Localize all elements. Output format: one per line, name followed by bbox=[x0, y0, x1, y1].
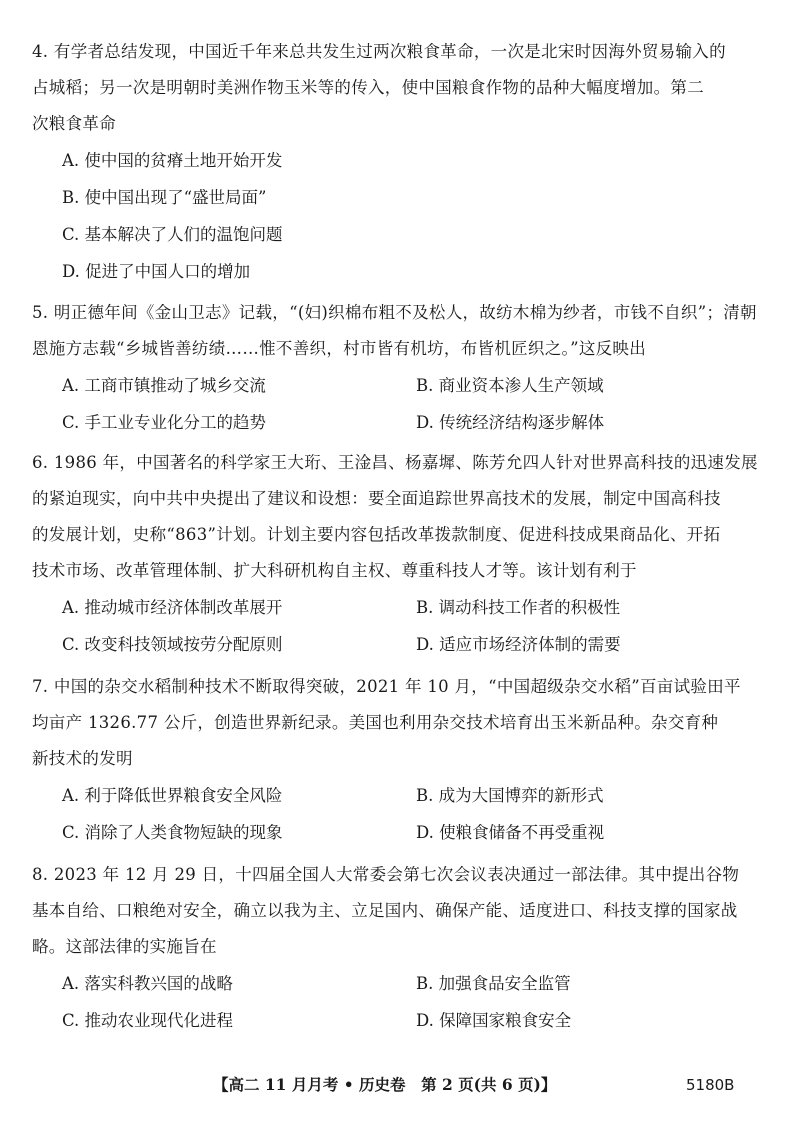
question-stem bbox=[32, 34, 762, 142]
option-a: A. 利于降低世界粮食安全风险 bbox=[62, 786, 283, 805]
option-row bbox=[32, 1002, 762, 1039]
stem-line: 新技术的发明 bbox=[32, 749, 133, 768]
stem-line: 7. 中国的杂交水稻制种技术不断取得突破，2021 年 10 月，“中国超级杂交水稻”百亩试验田平 bbox=[32, 677, 741, 696]
stem-line: 均亩产 1326.77 公斤，创造世界新纪录。美国也利用杂交技术培育出玉米新品种。杂交育种 bbox=[32, 713, 719, 732]
option-row bbox=[32, 814, 762, 851]
question-stem bbox=[32, 295, 762, 367]
option-row bbox=[32, 253, 762, 290]
stem-line: 略。这部法律的实施旨在 bbox=[32, 937, 217, 956]
option-a: A. 使中国的贫瘠土地开始开发 bbox=[62, 151, 283, 170]
question-7 bbox=[32, 669, 762, 851]
stem-line: 的紧迫现实，向中共中央提出了建议和设想：要全面追踪世界高技术的发展，制定中国高科技 bbox=[32, 489, 721, 508]
stem-line: 次粮食革命 bbox=[32, 114, 116, 133]
stem-line: 基本自给、口粮绝对安全，确立以我为主、立足国内、确保产能、适度进口、科技支撑的国家战 bbox=[32, 901, 738, 920]
option-row bbox=[32, 216, 762, 253]
option-d: D. 促进了中国人口的增加 bbox=[62, 262, 251, 281]
option-c: C. 改变科技领域按劳分配原则 bbox=[62, 635, 283, 654]
stem-line: 占城稻；另一次是明朝时美洲作物玉米等的传入，使中国粮食作物的品种大幅度增加。第二 bbox=[32, 78, 704, 97]
option-c: C. 消除了人类食物短缺的现象 bbox=[62, 823, 283, 842]
option-row bbox=[32, 626, 762, 663]
option-b: B. 成为大国博弈的新形式 bbox=[416, 786, 604, 805]
question-stem bbox=[32, 857, 762, 965]
question-8 bbox=[32, 857, 762, 1039]
option-d: D. 适应市场经济体制的需要 bbox=[416, 635, 621, 654]
option-b: B. 商业资本渗人生产领域 bbox=[416, 376, 604, 395]
stem-line: 技术市场、改革管理体制、扩大科研机构自主权、尊重科技人才等。该计划有利于 bbox=[32, 561, 637, 580]
option-b: B. 使中国出现了“盛世局面” bbox=[62, 188, 267, 207]
option-row bbox=[32, 965, 762, 1002]
option-row bbox=[32, 404, 762, 441]
option-row bbox=[32, 777, 762, 814]
option-a: A. 工商市镇推动了城乡交流 bbox=[62, 376, 266, 395]
question-6 bbox=[32, 445, 762, 663]
question-5 bbox=[32, 295, 762, 441]
page-footer bbox=[0, 1070, 794, 1100]
option-a: A. 推动城市经济体制改革展开 bbox=[62, 598, 283, 617]
stem-line: 6. 1986 年，中国著名的科学家王大珩、王淦昌、杨嘉墀、陈芳允四人针对世界高科技的迅速发展 bbox=[32, 453, 758, 472]
option-d: D. 保障国家粮食安全 bbox=[416, 1011, 572, 1030]
option-b: B. 加强食品安全监管 bbox=[416, 974, 571, 993]
option-d: D. 使粮食储备不再受重视 bbox=[416, 823, 605, 842]
option-row bbox=[32, 367, 762, 404]
option-a: A. 落实科教兴国的战略 bbox=[62, 974, 233, 993]
question-stem bbox=[32, 445, 762, 589]
option-d: D. 传统经济结构逐步解体 bbox=[416, 413, 605, 432]
stem-line: 8. 2023 年 12 月 29 日，十四届全国人大常委会第七次会议表决通过一部法律。其中提出谷物 bbox=[32, 865, 740, 884]
option-c: C. 手工业专业化分工的趋势 bbox=[62, 413, 267, 432]
option-b: B. 调动科技工作者的积极性 bbox=[416, 598, 621, 617]
option-row bbox=[32, 589, 762, 626]
option-c: C. 基本解决了人们的温饱问题 bbox=[62, 225, 283, 244]
footer-code: 5180B bbox=[686, 1076, 735, 1094]
stem-line: 4. 有学者总结发现，中国近千年来总共发生过两次粮食革命，一次是北宋时因海外贸易输入的 bbox=[32, 42, 726, 61]
stem-line: 5. 明正德年间《金山卫志》记载，“(妇)织棉布粗不及松人，故纺木棉为纱者，市钱不自织”；清朝 bbox=[32, 303, 757, 322]
option-row bbox=[32, 142, 762, 179]
stem-line: 的发展计划，史称“863”计划。计划主要内容包括改革拨款制度、促进科技成果商品化、开拓 bbox=[32, 525, 721, 544]
option-c: C. 推动农业现代化进程 bbox=[62, 1011, 234, 1030]
question-stem bbox=[32, 669, 762, 777]
footer-page-info: 【高二 11 月月考 • 历史卷 第 2 页(共 6 页)】 bbox=[213, 1075, 557, 1094]
option-row bbox=[32, 179, 762, 216]
question-4 bbox=[32, 34, 762, 290]
stem-line: 恩施方志载“乡城皆善纺绩……惟不善织，村市皆有机坊，布皆机匠织之。”这反映出 bbox=[32, 339, 647, 358]
